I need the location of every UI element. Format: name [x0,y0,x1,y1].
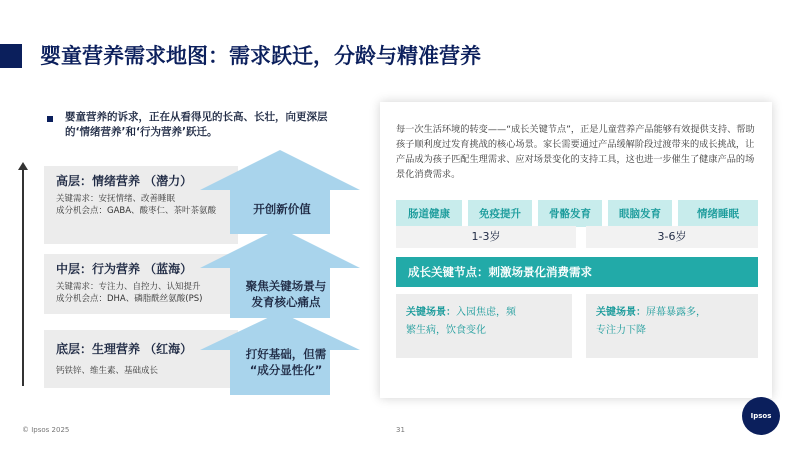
tag-immunity: 免疫提升 [468,200,532,227]
tag-mood-sleep: 情绪睡眠 [678,200,758,227]
arrow-middle-line2: 发育核心痛点 [251,295,321,309]
scene-1-key: 关键场景： [406,307,456,318]
page-title: 婴童营养需求地图：需求跃迁，分龄与精准营养 [40,44,481,68]
scene-1-line2: 繁生病，饮食变化 [406,325,486,336]
layer-bottom-body: 钙铁锌、维生素、基础成长 [56,366,159,376]
arrow-bottom-line1: 打好基础，但需 [245,347,327,361]
title-accent-bar [0,44,22,68]
layer-top-need: 关键需求：安抚情绪、改善睡眠 [56,194,176,204]
scene-2-line2: 专注力下降 [596,325,646,336]
age-group-3-6: 3-6岁 [586,226,758,248]
up-arrow-top [200,150,360,234]
growth-node-panel [380,102,772,398]
scene-2-line1: 屏幕暴露多， [646,307,706,318]
arrow-bottom-line2: “成分显性化” [249,363,323,377]
tag-eye-brain: 眼脑发育 [608,200,672,227]
scene-2-key: 关键场景： [596,307,646,318]
layer-top-ingredients: 成分机会点：GABA、酸枣仁、茶叶茶氨酸 [56,206,217,216]
copyright: © Ipsos 2025 [22,426,70,434]
nutrition-tags [396,200,758,227]
age-group-1-3: 1-3岁 [396,226,576,248]
layer-middle-ingredients: 成分机会点：DHA、磷脂酰丝氨酸(PS) [56,294,203,304]
arrow-middle-label [236,278,336,310]
bullet-marker [47,116,53,122]
layer-bottom-title: 底层：生理营养 （红海） [56,342,193,356]
arrow-top-label: 开创新价值 [253,202,311,216]
tag-bone: 骨骼发育 [538,200,602,227]
ipsos-logo: Ipsos [742,397,780,435]
arrow-bottom-label [236,346,336,378]
growth-node-banner: 成长关键节点：刺激场景化消费需求 [396,257,758,287]
layer-middle-title: 中层：行为营养 （蓝海） [56,262,193,276]
scene-card-1 [396,294,572,358]
arrow-middle-line1: 聚焦关键场景与 [245,279,327,293]
layer-top-title: 高层：情绪营养 （潜力） [56,174,193,188]
panel-description: 每一次生活环境的转变——“成长关键节点”，正是儿童营养产品能够有效提供支持、帮助孩子顺利度过发育挑战的核心场景。家长需要通过产品缓解阶段过渡带来的成长挑战，让产品成为孩子匹配生理需求、应对场景变化的支持工具，这也进一步催生了健康产品的场景化消费需求。 [396,124,755,180]
scene-1-line1: 入园焦虑，频 [456,307,516,318]
intro-text: 婴童营养的诉求，正在从看得见的长高、长壮，向更深层的‘情绪营养’和‘行为营养’跃迁。 [65,111,328,138]
page-number: 31 [396,426,405,434]
vertical-axis-arrow [22,168,24,386]
tag-gut-health: 肠道健康 [396,200,462,227]
layer-middle-need: 关键需求：专注力、自控力、认知提升 [56,282,201,292]
scene-card-2 [586,294,758,358]
